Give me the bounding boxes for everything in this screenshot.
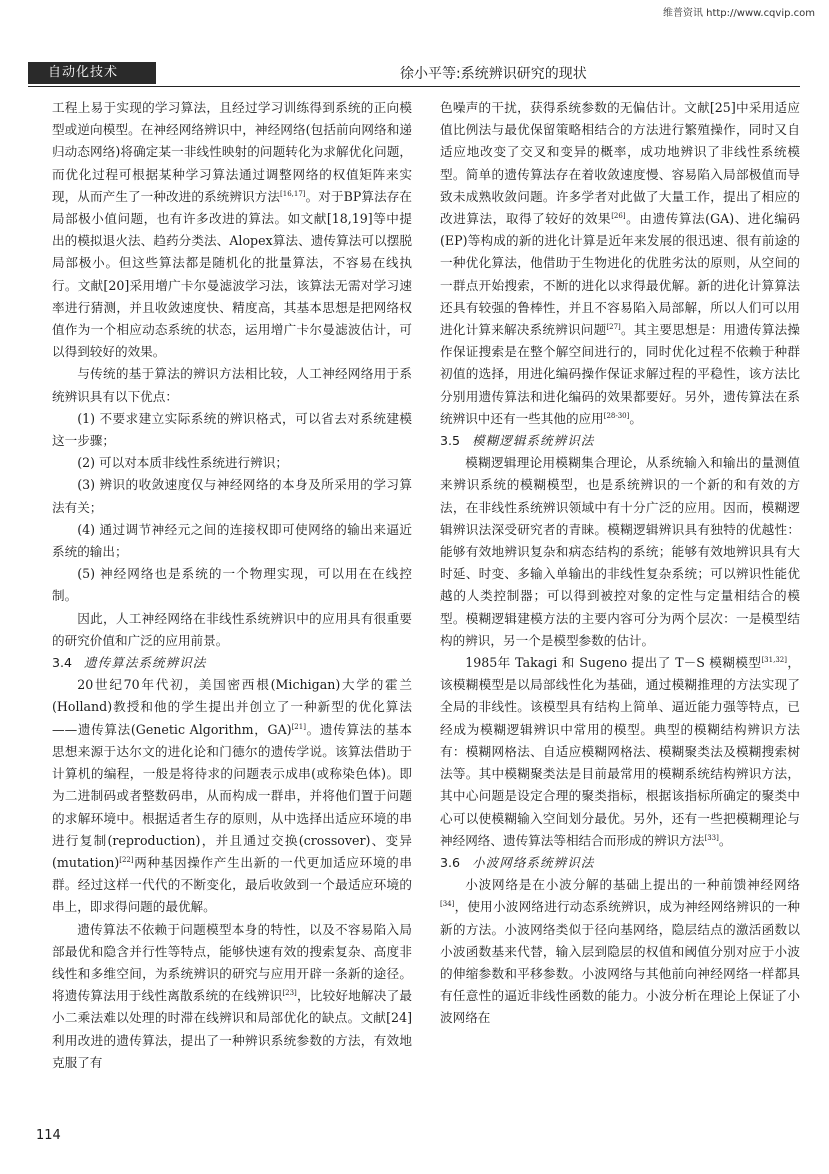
section-heading	[440, 852, 800, 874]
paragraph: 模糊逻辑理论用模糊集合理论，从系统输入和输出的量测值来辨识系统的模糊模型，也是系统辨识的一个新的和有效的方法，在非线性系统辨识领域中有十分广泛的应用。因而，模糊逻辑辨识法深受研究者的青睐。模糊逻辑辨识具有独特的优越性：能够有效地辨识复杂和病态结构的系统；能够有效地辨识具有大时延、时变、多输入单输出的非线性复杂系统；可以辨识性能优越的人类控制器；可以得到被控对象的定性与定量相结合的模型。模糊逻辑建模方法的主要内容可分为两个层次：一是模型结构的辨识，另一个是模型参数的估计。	[440, 455, 800, 648]
paragraph: 因此，人工神经网络在非线性系统辨识中的应用具有很重要的研究价值和广泛的应用前景。	[52, 610, 412, 648]
page-header	[28, 62, 800, 84]
left-column	[52, 97, 412, 1074]
text: 遗传算法不依赖于问题模型本身的特性，以及不容易陷入局部最优和隐含并行性等特点，能够快速有效的搜索复杂、高度非线性和多维空间，为系统辨识的研究与应用开辟一条新的途径。将遗传算法用于线性离散系统的在线辨识	[52, 921, 412, 1004]
text: 工程上易于实现的学习算法，且经过学习训练得到系统的正向模型或逆向模型。在神经网络辨识中，神经网络(包括前向网络和递归动态网络)将确定某一非线性映射的问题转化为求解优化问题，而优化过程可根据某种学习算法通过调整网络的权值矩阵来实现，从而产生了一种改进的系统辨识方法	[52, 100, 412, 204]
section-title: 小波网络系统辨识法	[472, 854, 595, 870]
text: 两种基因操作产生出新的一代更加适应环境的串群。经过这样一代代的不断变化，最后收敛到一个最适应环境的串上，即求得问题的最优解。	[52, 854, 412, 915]
section-title: 遗传算法系统辨识法	[84, 655, 207, 671]
citation: [33]	[704, 833, 719, 842]
text: ，该模糊模型是以局部线性化为基础，通过模糊推理的方法实现了全局的非线性。该模型具有结构上简单、逼近能力强等特点，已经成为模糊逻辑辨识中常用的模型。典型的模糊结构辨识方法有：模糊网格法、自适应模糊网格法、模糊聚类法及模糊搜索树法等。其中模糊聚类法是目前最常用的模糊系统结构辨识方法，其中心问题是设定合理的聚类指标，根据该指标所确定的聚类中心可以使模糊输入空间划分最优。另外，还有一些把模糊理论与神经网络、遗传算法等相结合而形成的辨识方法	[440, 655, 801, 848]
text: 。遗传算法的基本思想来源于达尔文的进化论和门德尔的遗传学说。该算法借助于计算机的编程，一般是将待求的问题表示成串(或称染色体)。即为二进制码或者整数码串，从而构成一群串，并将他们置于问题的求解环境中。根据适者生存的原则，从中选择出适应环境的串进行复制(reproduction)，并且通过交换(crossover)、变异(mutation)	[52, 721, 412, 870]
paragraph	[52, 674, 412, 918]
citation: [27]	[606, 322, 621, 331]
text: 1985年 Takagi 和 Sugeno 提出了 T－S 模糊模型	[465, 655, 762, 671]
citation: [31,32]	[761, 655, 787, 664]
watermark: 维普资讯 http://www.cqvip.com	[662, 8, 815, 19]
text: ，比较好地解决了最小二乘法难以处理的时滞在线辨识和局部优化的缺点。文献[24]利用改进的遗传算法，提出了一种辨识系统参数的方法，有效地克服了有	[52, 988, 413, 1070]
paragraph	[440, 652, 800, 852]
text: 20世纪70年代初，美国密西根(Michigan)大学的霍兰(Holland)教授和他的学生提出并创立了一种新型的优化算法——遗传算法(Genetic Algorithm，GA)	[52, 677, 412, 737]
citation: [16,17]	[280, 189, 306, 198]
section-heading	[440, 430, 800, 452]
paragraph	[52, 919, 412, 1074]
paragraph: 与传统的基于算法的辨识方法相比较，人工神经网络用于系统辨识具有以下优点：	[52, 366, 412, 404]
section-number: 3.4	[52, 655, 73, 671]
citation: [23]	[282, 988, 297, 997]
paragraph	[52, 97, 412, 363]
section-number: 3.6	[440, 854, 461, 870]
list-item: (3) 辨识的收敛速度仅与神经网络的本身及所采用的学习算法有关；	[52, 477, 412, 515]
right-column	[440, 97, 800, 1030]
citation: [26]	[611, 211, 626, 220]
text: 。由遗传算法(GA)、进化编码(EP)等构成的新的进化计算是近年来发展的很迅速、很有前途的一种优化算法，他借助于生物进化的优胜劣汰的原则，从空间的一群点开始搜索，不断的进化以求得最优解。新的进化计算算法还具有较强的鲁棒性，并且不容易陷入局部解，所以人们可以用进化计算来解决系统辨识问题	[440, 211, 800, 338]
text: 。对于BP算法存在局部极小值问题，也有许多改进的算法。如文献[18,19]等中提出的模拟退火法、趋药分类法、Alopex算法、遗传算法可以摆脱局部极小。但这些算法都是随机化的批量算法，不容易在线执行。文献[20]采用增广卡尔曼滤波学习法，该算法无需对学习速率进行猜测，并且收敛速度快、精度高，其基本思想是把网络权值作为一个相应动态系统的状态，运用增广卡尔曼滤波估计，可以得到较好的效果。	[52, 188, 413, 360]
text: 。其主要思想是：用遗传算法操作保证搜索是在整个解空间进行的，同时优化过程不依赖于种群初值的选择，用进化编码操作保证求解过程的平稳性，该方法比分别用遗传算法和进化编码的效果都要好。另外，遗传算法在系统辨识中还有一些其他的应用	[440, 322, 801, 426]
section-heading	[52, 652, 412, 674]
page-number: 114	[36, 1128, 61, 1143]
section-title: 模糊逻辑系统辨识法	[472, 433, 595, 449]
list-item: (4) 通过调节神经元之间的连接权即可使网络的输出来逼近系统的输出；	[52, 521, 412, 560]
list-item: (1) 不要求建立实际系统的辨识格式，可以省去对系统建模这一步骤；	[52, 410, 412, 449]
list-item: (2) 可以对本质非线性系统进行辨识；	[77, 455, 288, 471]
list-item: (5) 神经网络也是系统的一个物理实现，可以用在在线控制。	[52, 566, 412, 604]
text: 色噪声的干扰，获得系统参数的无偏估计。文献[25]中采用适应值比例法与最优保留策略相结合的方法进行繁殖操作，同时又自适应地改变了交叉和变异的概率，成功地辨识了非线性系统模型。简单的遗传算法存在着收敛速度慢、容易陷入局部极值而导致未成熟收敛问题。许多学者对此做了大量工作，提出了相应的改进算法，取得了较好的效果	[440, 100, 800, 227]
paragraph	[440, 874, 800, 1029]
text: ，使用小波网络进行动态系统辨识，成为神经网络辨识的一种新的方法。小波网络类似于径向基网络，隐层结点的激活函数以小波函数基来代替，输入层到隐层的权值和阈值分别对应于小波的伸缩参数和平移参数。小波网络与其他前向神经网络一样都具有任意性的逼近非线性函数的能力。小波分析在理论上保证了小波网络在	[440, 899, 800, 1026]
citation: [34]	[440, 900, 455, 909]
text: 。	[718, 832, 732, 848]
text: 小波网络是在小波分解的基础上提出的一种前馈神经网络	[465, 877, 800, 893]
paragraph	[440, 97, 800, 430]
citation: [28-30]	[603, 411, 630, 420]
journal-name: 自动化技术	[28, 62, 156, 84]
text: 。	[629, 410, 642, 426]
section-number: 3.5	[440, 433, 461, 449]
citation: [21]	[291, 722, 306, 731]
citation: [22]	[119, 855, 134, 864]
running-title: 徐小平等:系统辨识研究的现状	[400, 66, 587, 82]
header-rule	[28, 86, 800, 87]
